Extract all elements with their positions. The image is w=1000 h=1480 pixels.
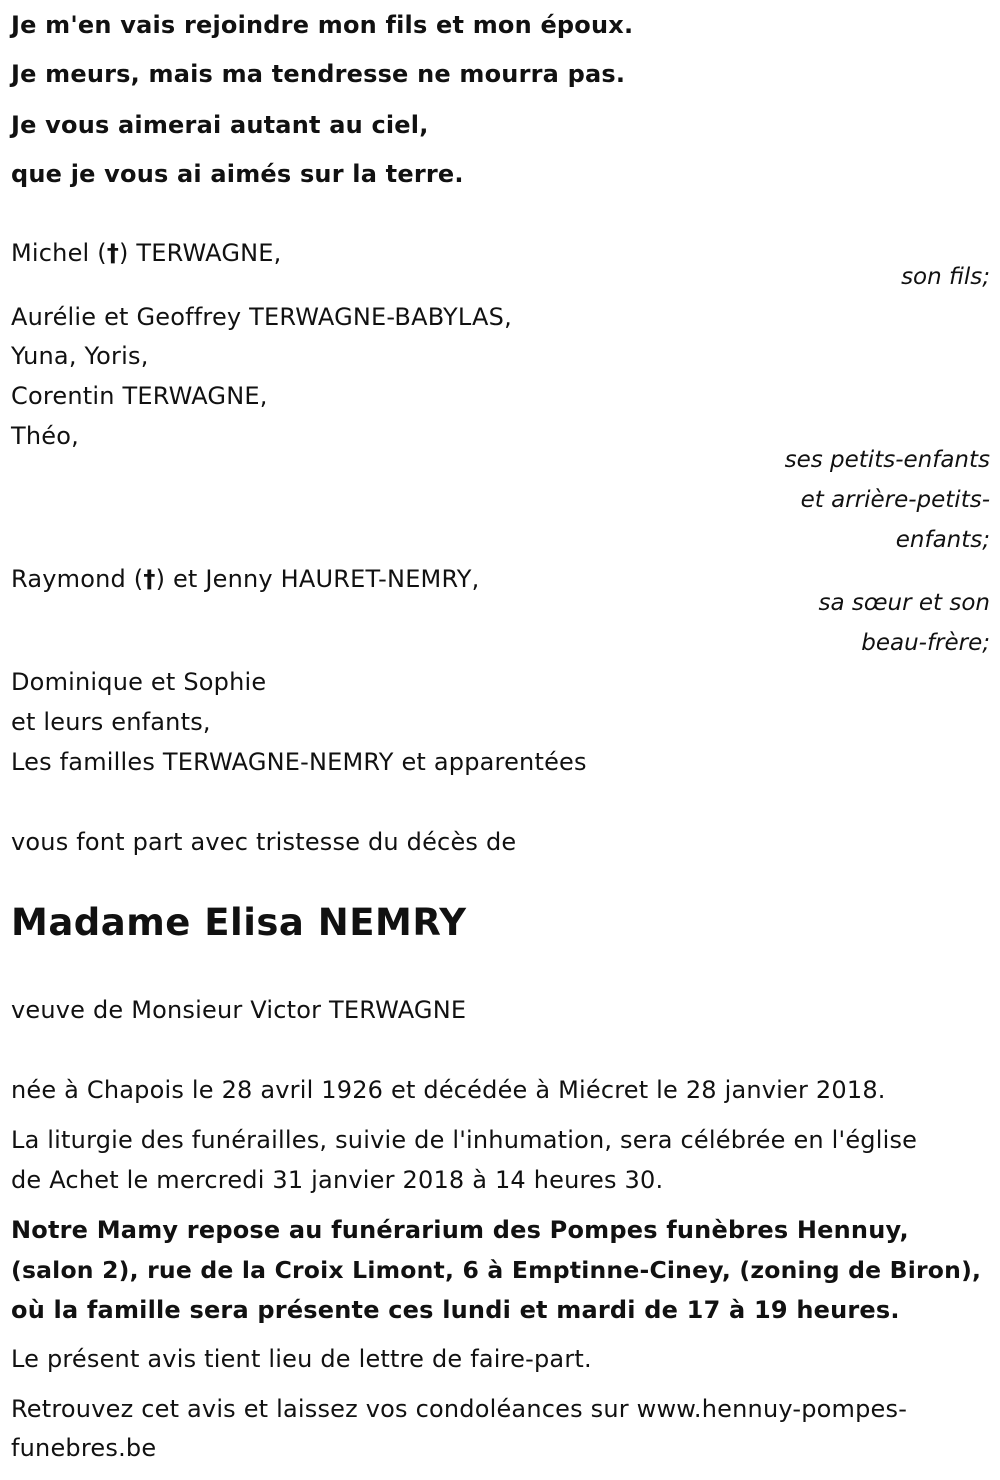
grandchild-line-3: Corentin TERWAGNE,	[11, 382, 268, 410]
sister-relation-2: beau-frère;	[861, 630, 990, 656]
funerarium-line-2: (salon 2), rue de la Croix Limont, 6 à Emptinne-Ciney, (zoning de Biron),	[11, 1256, 982, 1284]
others-line-2: et leurs enfants,	[11, 708, 211, 736]
cross-icon: †	[143, 565, 156, 593]
notice: Le présent avis tient lieu de lettre de faire-part.	[11, 1345, 592, 1373]
funerarium-line-3: où la famille sera présente ces lundi et mardi de 17 à 19 heures.	[11, 1296, 900, 1324]
poem-line-2: Je meurs, mais ma tendresse ne mourra pas.	[11, 60, 626, 88]
grandchildren-relation-3: enfants;	[895, 527, 990, 553]
liturgy-line-2: de Achet le mercredi 31 janvier 2018 à 14 heures 30.	[11, 1166, 664, 1194]
cross-icon: †	[106, 239, 120, 267]
funerarium-line-1: Notre Mamy repose au funérarium des Pompes funèbres Hennuy,	[11, 1216, 909, 1244]
sister-name: Raymond (†) et Jenny HAURET-NEMRY,	[11, 565, 480, 593]
son-relation: son fils;	[901, 264, 990, 290]
widow-of: veuve de Monsieur Victor TERWAGNE	[11, 996, 467, 1024]
liturgy-line-1: La liturgie des funérailles, suivie de l'inhumation, sera célébrée en l'église	[11, 1126, 918, 1154]
others-line-3: Les familles TERWAGNE-NEMRY et apparentées	[11, 748, 587, 776]
grandchild-line-1: Aurélie et Geoffrey TERWAGNE-BABYLAS,	[11, 303, 512, 331]
others-line-1: Dominique et Sophie	[11, 668, 267, 696]
condolences-line-2: funebres.be	[11, 1434, 157, 1462]
announcement: vous font part avec tristesse du décès de	[11, 828, 517, 856]
deceased-name: Madame Elisa NEMRY	[11, 901, 467, 944]
birth-death: née à Chapois le 28 avril 1926 et décédée à Miécret le 28 janvier 2018.	[11, 1076, 886, 1104]
grandchild-line-4: Théo,	[11, 422, 79, 450]
poem-line-3: Je vous aimerai autant au ciel,	[11, 111, 429, 139]
sister-relation-1: sa sœur et son	[818, 590, 990, 616]
son-name: Michel (†) TERWAGNE,	[11, 239, 282, 267]
grandchild-line-2: Yuna, Yoris,	[11, 342, 149, 370]
grandchildren-relation-1: ses petits-enfants	[784, 447, 990, 473]
poem-line-1: Je m'en vais rejoindre mon fils et mon époux.	[11, 11, 634, 39]
condolences-line-1: Retrouvez cet avis et laissez vos condoléances sur www.hennuy-pompes-	[11, 1395, 908, 1423]
grandchildren-relation-2: et arrière-petits-	[800, 487, 990, 513]
poem-line-4: que je vous ai aimés sur la terre.	[11, 160, 464, 188]
